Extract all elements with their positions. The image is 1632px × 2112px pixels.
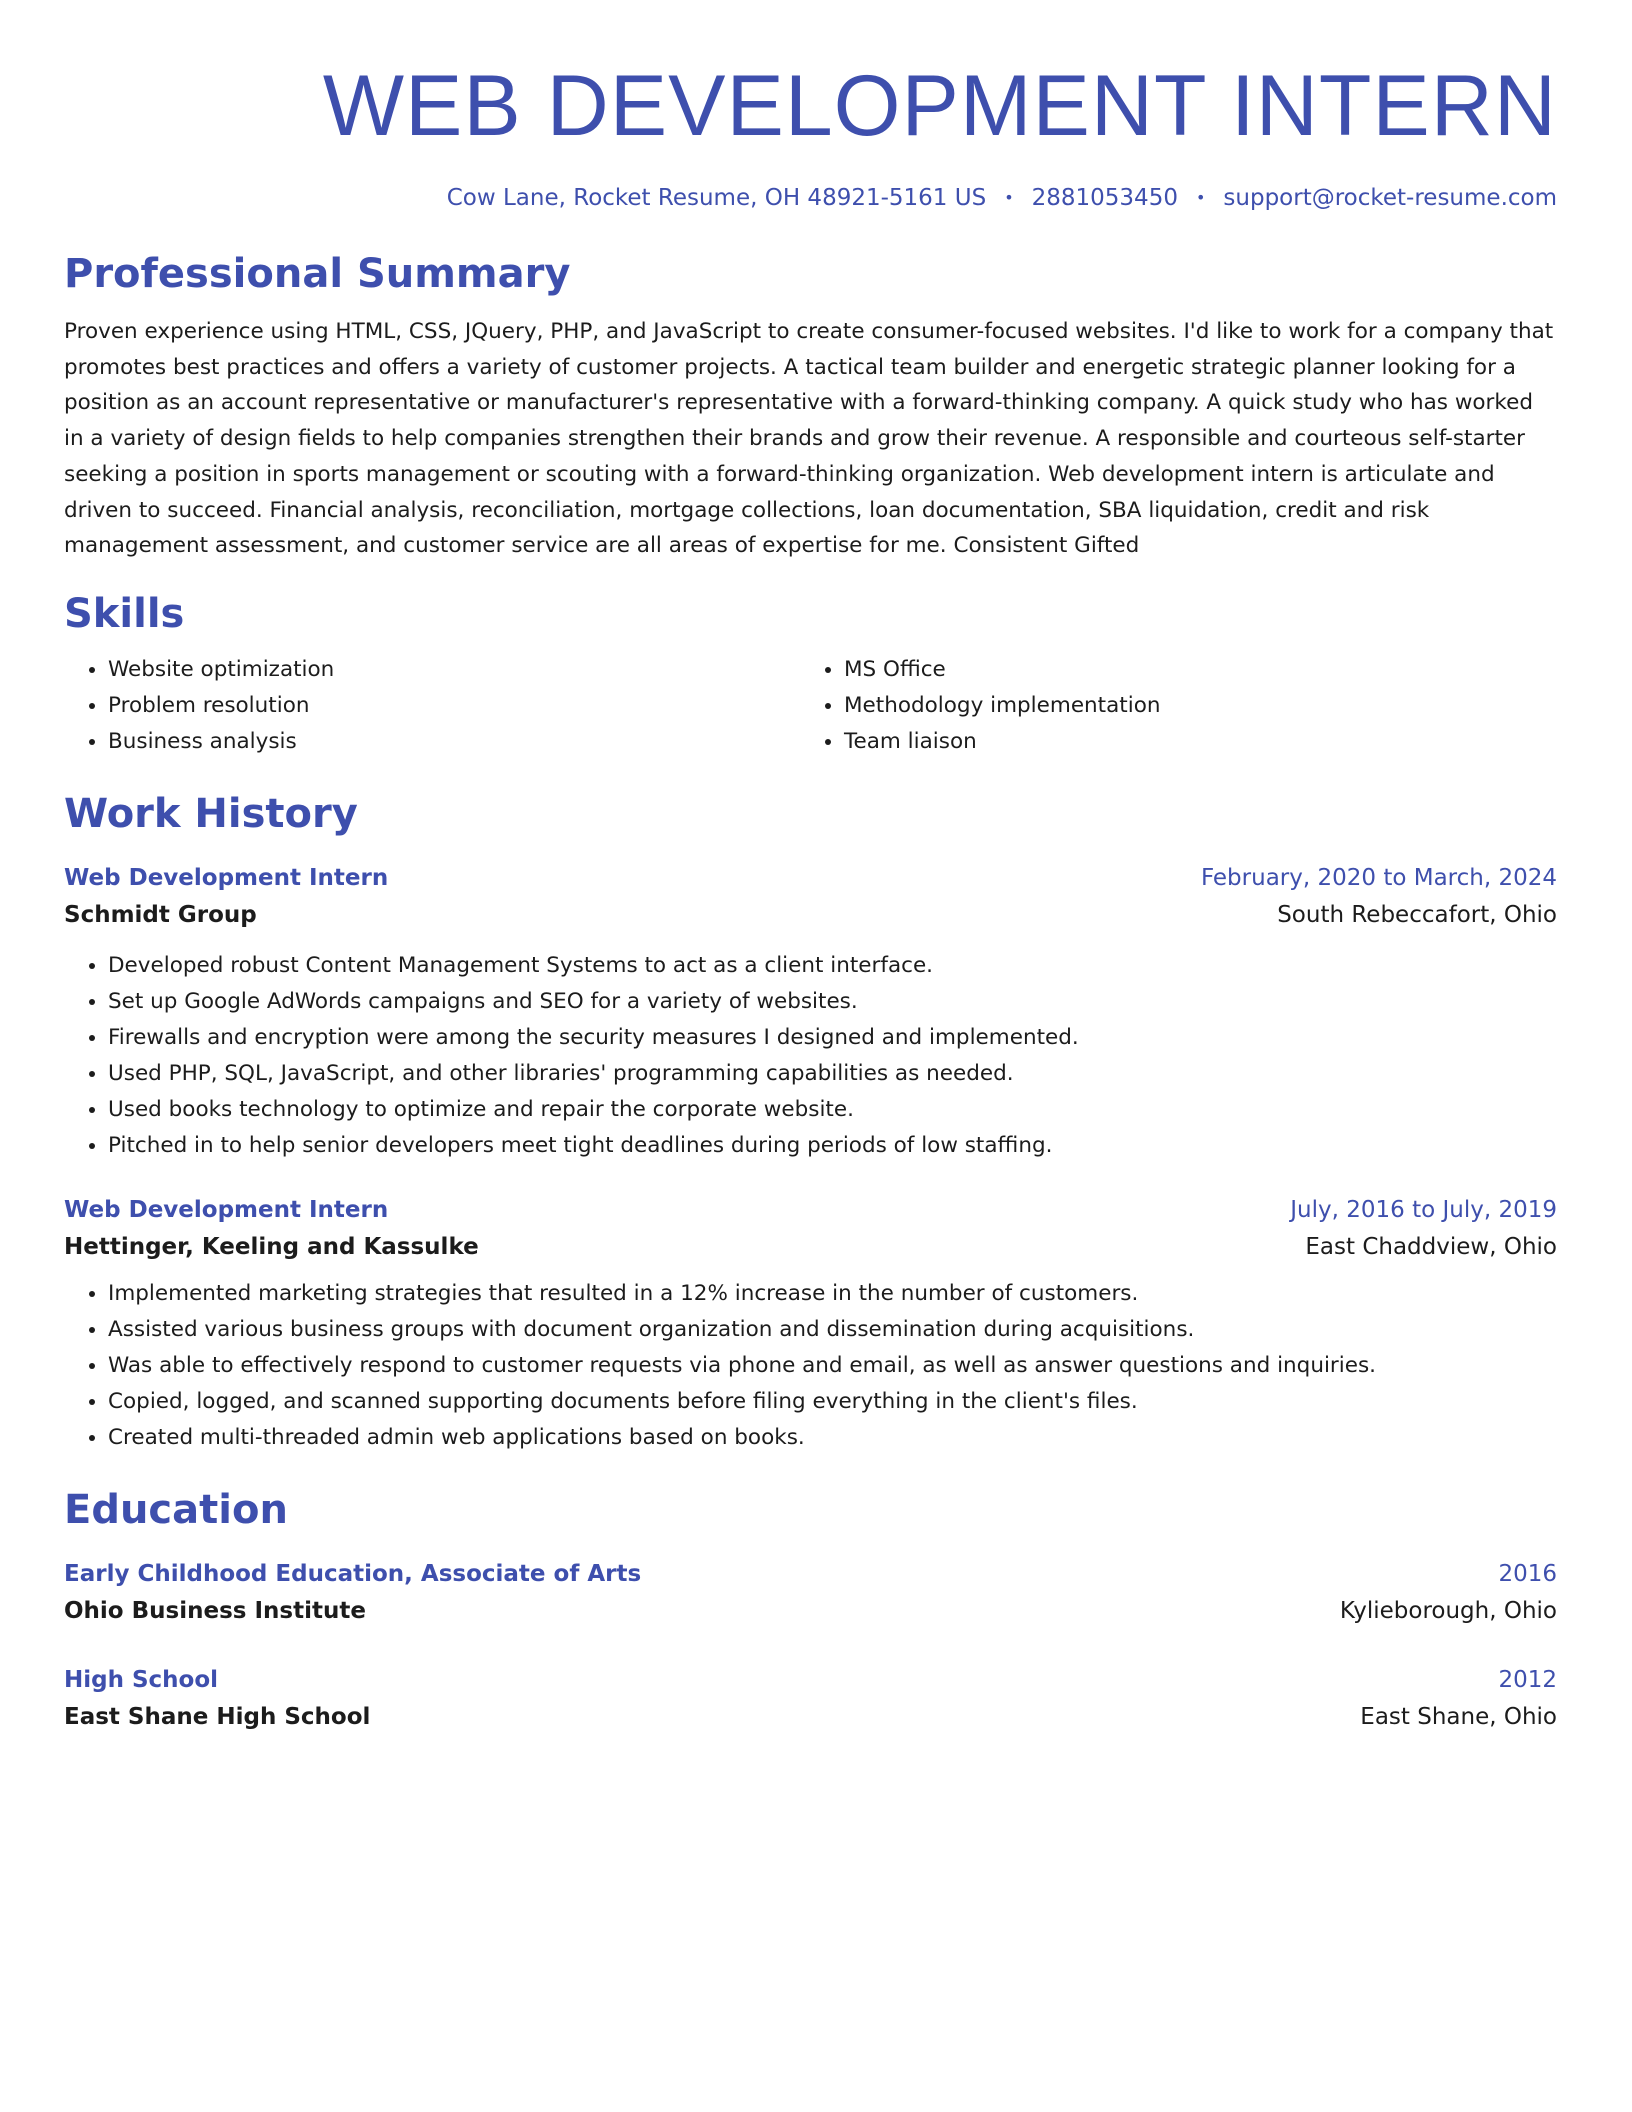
- skill-item: • Problem resolution: [108, 688, 800, 724]
- resume-title: WEB DEVELOPMENT INTERN: [322, 58, 1557, 154]
- company-name: Schmidt Group: [64, 901, 257, 928]
- job-bullet: • Implemented marketing strategies that resulted in a 12% increase in the number of customers.: [108, 1276, 1557, 1312]
- separator-dot: •: [1195, 188, 1206, 207]
- education-year: 2012: [1498, 1666, 1557, 1693]
- contact-line: [64, 182, 1557, 214]
- job-bullet: • Used PHP, SQL, JavaScript, and other libraries' programming capabilities as needed.: [108, 1056, 1557, 1092]
- company-name: Hettinger, Keeling and Kassulke: [64, 1233, 479, 1260]
- skill-item: • MS Office: [844, 652, 1536, 688]
- job-bullet: • Created multi-threaded admin web applications based on books.: [108, 1420, 1557, 1456]
- job-title: Web Development Intern: [64, 1196, 389, 1223]
- job-dates: February, 2020 to March, 2024: [1200, 864, 1557, 891]
- skills-list: [64, 652, 1557, 760]
- job-title: Web Development Intern: [64, 864, 389, 891]
- job-bullets: [64, 948, 1557, 1164]
- job-bullet: • Firewalls and encryption were among the security measures I designed and implemented.: [108, 1020, 1557, 1056]
- email-link[interactable]: support@rocket-resume.com: [1223, 185, 1557, 211]
- work-history-heading: Work History: [64, 790, 358, 837]
- education-year: 2016: [1498, 1560, 1557, 1587]
- summary-heading: Professional Summary: [64, 251, 571, 297]
- address-text: Cow Lane, Rocket Resume, OH 48921-5161 US: [446, 185, 987, 211]
- skills-heading: Skills: [64, 590, 185, 637]
- job-bullet: • Was able to effectively respond to customer requests via phone and email, as well as answer questions and inquiries.: [108, 1348, 1557, 1384]
- job-bullet: • Set up Google AdWords campaigns and SEO for a variety of websites.: [108, 984, 1557, 1020]
- skill-item: • Team liaison: [844, 724, 1536, 760]
- school-name: East Shane High School: [64, 1703, 371, 1730]
- school-row: [64, 1592, 1557, 1630]
- degree-title: High School: [64, 1666, 219, 1693]
- job-entry: [64, 1192, 1557, 1456]
- company-location: South Rebeccafort, Ohio: [1277, 901, 1557, 928]
- school-location: East Shane, Ohio: [1360, 1703, 1557, 1730]
- job-header: [64, 860, 1557, 896]
- skills-column-right: [800, 652, 1536, 760]
- job-bullet: • Used books technology to optimize and repair the corporate website.: [108, 1092, 1557, 1128]
- separator-dot: •: [1004, 188, 1014, 207]
- job-bullet: • Developed robust Content Management Systems to act as a client interface.: [108, 948, 1557, 984]
- school-row: [64, 1698, 1557, 1736]
- skill-item: • Business analysis: [108, 724, 800, 760]
- job-dates: July, 2016 to July, 2019: [1290, 1196, 1557, 1223]
- phone-text: 2881053450: [1031, 185, 1178, 211]
- job-company-row: [64, 1228, 1557, 1266]
- job-header: [64, 1192, 1557, 1228]
- resume-page: [64, 0, 1557, 1736]
- degree-title: Early Childhood Education, Associate of Arts: [64, 1560, 642, 1587]
- job-bullet: • Pitched in to help senior developers meet tight deadlines during periods of low staffing.: [108, 1128, 1557, 1164]
- school-location: Kylieborough, Ohio: [1339, 1597, 1557, 1624]
- education-header: [64, 1662, 1557, 1698]
- summary-text: Proven experience using HTML, CSS, JQuery, PHP, and JavaScript to create consumer-focused websites. I'd like to work for a company that promotes best practices and offers a variety of customer projects. A tactical team builder and energetic strategic planner looking for a position as an account representative or manufacturer's representative with a forward-thinking company. A quick study who has worked in a variety of design fields to help companies strengthen their brands and grow their revenue. A responsible and courteous self-starter seeking a position in sports management or scouting with a forward-thinking organization. Web development intern is articulate and driven to succeed. Financial analysis, reconciliation, mortgage collections, loan documentation, SBA liquidation, credit and risk management assessment, and customer service are all areas of expertise for me. Consistent Gifted: [64, 319, 1554, 559]
- skill-item: • Methodology implementation: [844, 688, 1536, 724]
- company-location: East Chaddview, Ohio: [1305, 1233, 1557, 1260]
- education-heading: Education: [64, 1486, 288, 1533]
- skill-item: • Website optimization: [108, 652, 800, 688]
- job-entry: [64, 860, 1557, 1164]
- school-name: Ohio Business Institute: [64, 1597, 366, 1624]
- education-entry: [64, 1556, 1557, 1630]
- skills-column-left: [64, 652, 800, 760]
- education-header: [64, 1556, 1557, 1592]
- job-company-row: [64, 896, 1557, 934]
- job-bullet: • Assisted various business groups with document organization and dissemination during acquisitions.: [108, 1312, 1557, 1348]
- education-entry: [64, 1662, 1557, 1736]
- job-bullets: [64, 1276, 1557, 1456]
- job-bullet: • Copied, logged, and scanned supporting documents before filing everything in the client's files.: [108, 1384, 1557, 1420]
